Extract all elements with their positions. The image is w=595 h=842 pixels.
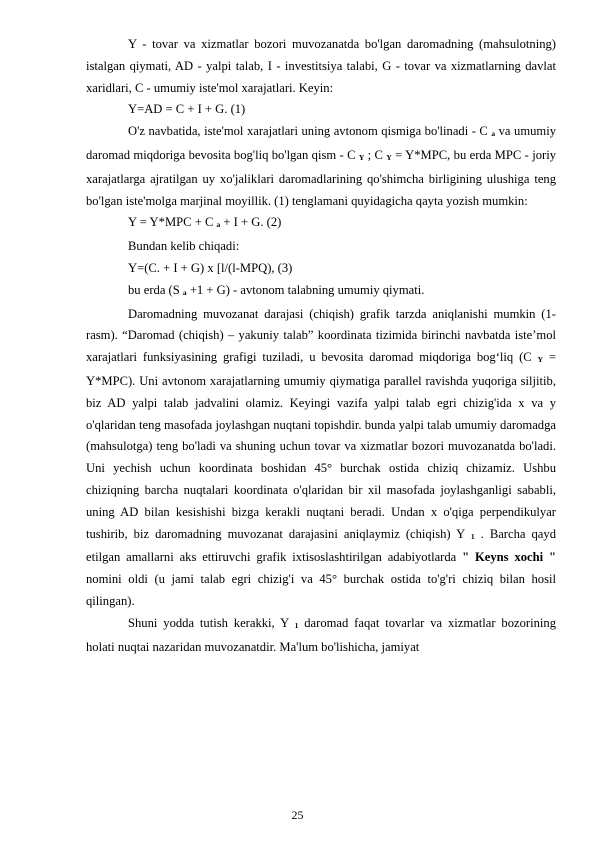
- paragraph-definitions: Y - tovar va xizmatlar bozori muvozanatda bo'lgan daromadning (mahsulotning) istalgan qiymati, AD - yalpi talab, I - investitsiya talabi, G - tovar va xizmatlarning davlat xaridlari, C - umumiy iste'mol xarajatlari. Keyin:: [86, 37, 556, 95]
- equation-3: Y=(C. + I + G) x [l/(l-MPQ), (3): [128, 260, 293, 275]
- keynes-cross-term: " Keyns xochi ": [462, 550, 556, 565]
- equation-2: Y = Y*MPC + C a + I + G. (2): [128, 215, 282, 230]
- subscript-1: 1: [294, 620, 299, 630]
- subscript-a: a: [491, 129, 496, 139]
- subscript-1: 1: [470, 531, 475, 541]
- paragraph-remember: Shuni yodda tutish kerakki, Y 1 daromad faqat tovarlar va xizmatlar bozorining holati nuqtai nazaridan muvozanatdir. Ma'lum bo'lishicha, jamiyat: [86, 615, 556, 654]
- subscript-a: a: [216, 220, 221, 230]
- paragraph-consumption: O'z navbatida, iste'mol xarajatlari uning avtonom qismiga bo'linadi - C a va umumiy daromad miqdoriga bevosita bog'liq bo'lgan qism - C Y ; C Y = Y*MPC, bu erda MPC - joriy xarajatlarga ajratilgan uy xo'jaliklari daromadlarining qo'shimcha birligining ulushiga teng bo'lgan iste'molga marjinal moyillik. (1) tenglamani quyidagicha qayta yozish mumkin:: [86, 124, 557, 208]
- paragraph-hence: Bundan kelib chiqadi:: [128, 239, 240, 254]
- equation-1: Y=AD = C + I + G. (1): [128, 102, 246, 117]
- page-number: 25: [291, 808, 304, 822]
- subscript-y: Y: [358, 152, 365, 162]
- paragraph-autonomous-demand: bu erda (S a +1 + G) - avtonom talabning umumiy qiymati.: [128, 282, 425, 297]
- subscript-y: Y: [386, 152, 392, 162]
- subscript-a: a: [182, 287, 187, 297]
- subscript-y: Y: [537, 355, 543, 365]
- page-body: [86, 34, 556, 658]
- paragraph-equilibrium: Daromadning muvozanat darajasi (chiqish) grafik tarzda aniqlanishi mumkin (1-rasm). “Daromad (chiqish) – yakuniy talab” koordinata tizimida birinchi navbatda iste’mol xarajatlari funksiyasining grafigi tuziladi, u bevosita daromad miqdoriga bog‘liq (C Y = Y*MPC). Uni avtonom xarajatlarning umumiy qiymatiga parallel ravishda yuqoriga siljitib, biz AD yalpi talab jadvalini olamiz. Keyingi vazifa yalpi talab egri chizig'ida x va y o'qlaridan teng masofada joylashgan nuqtani topishdir. bunda yalpi talab umumiy daromadga (mahsulotga) teng bo'ladi va shuning uchun tovar va xizmatlar bozori muvozanatda bo'ladi. Uni yechish uchun koordinata boshidan 45° burchak ostida chiziq chizamiz. Ushbu chiziqning barcha nuqtalari koordinata o'qlaridan bir xil masofada joylashganligi sababli, uning AD bilan kesishishi bizga kerakli nuqtani beradi. Undan x o'qiga perpendikulyar tushirib, biz daromadning muvozanat darajasini aniqlaymiz (chiqish) Y 1 . Barcha qayd etilgan amallarni aks ettiruvchi grafik ixtisoslashtirilgan adabiyotlarda " Keyns xochi " nomini oldi (u jami talab egri chizig'i va 45° burchak ostida to'g'ri chiziq bilan hosil qilingan).: [86, 306, 556, 608]
